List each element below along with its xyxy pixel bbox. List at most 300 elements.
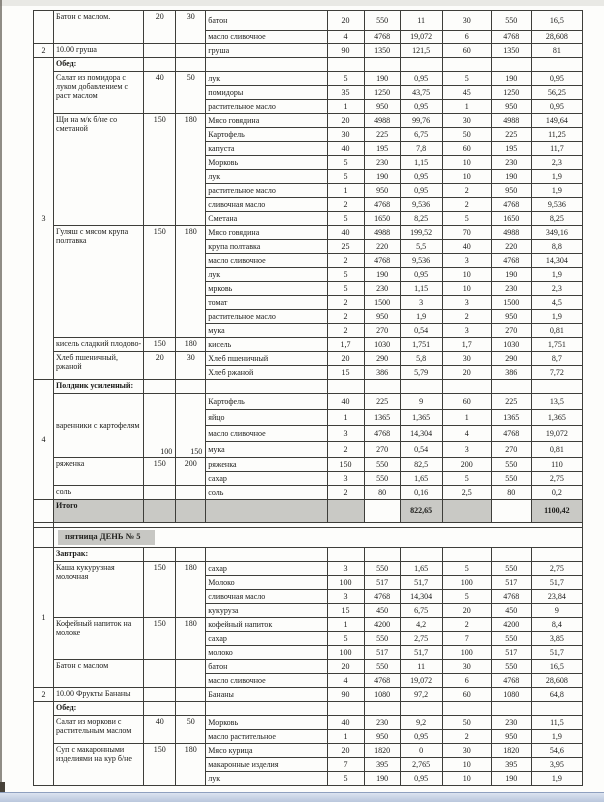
value-cell: 0,54 <box>400 324 442 338</box>
row-number-cell <box>34 702 54 786</box>
value-cell: 9,536 <box>400 254 442 268</box>
ingredient-cell <box>206 548 327 562</box>
weight2-cell: 180 <box>176 744 206 786</box>
weight1-cell <box>144 548 176 562</box>
weight2-cell: 180 <box>176 114 206 226</box>
value-cell: 0 <box>400 744 442 758</box>
value-cell <box>364 548 400 562</box>
value-cell: 550 <box>364 660 400 674</box>
value-cell: 1250 <box>364 86 400 100</box>
ingredient-cell <box>206 58 327 72</box>
value-cell: 7,8 <box>400 142 442 156</box>
ingredient-cell: растительное масло <box>206 310 327 324</box>
ingredient-cell <box>206 380 327 394</box>
value-cell: 1,751 <box>531 338 582 352</box>
value-cell: 56,25 <box>531 86 582 100</box>
ingredient-cell: Картофель <box>206 128 327 142</box>
value-cell <box>491 500 531 523</box>
weight1-cell: 20 <box>144 352 176 380</box>
value-cell: 270 <box>364 324 400 338</box>
value-cell: 230 <box>491 716 531 730</box>
value-cell: 1,7 <box>327 338 364 352</box>
value-cell: 5 <box>327 72 364 86</box>
weight1-cell: 150 <box>144 618 176 660</box>
value-cell: 230 <box>491 156 531 170</box>
value-cell: 19,072 <box>400 674 442 688</box>
value-cell: 7,72 <box>531 366 582 380</box>
value-cell: 4768 <box>491 590 531 604</box>
weight2-cell <box>176 44 206 58</box>
ingredient-cell: лук <box>206 268 327 282</box>
weight1-cell <box>144 702 176 716</box>
value-cell: 20 <box>442 604 491 618</box>
value-cell <box>531 58 582 72</box>
value-cell: 10 <box>442 282 491 296</box>
value-cell: 517 <box>491 576 531 590</box>
value-cell: 1 <box>327 100 364 114</box>
weight2-cell: 150 <box>176 394 206 458</box>
ingredient-cell: помидоры <box>206 86 327 100</box>
weight2-cell: 180 <box>176 226 206 338</box>
ingredient-cell: Молоко <box>206 576 327 590</box>
value-cell: 2 <box>442 198 491 212</box>
dish-cell: Салат из помидора с луком добавлением с раст маслом <box>54 72 144 114</box>
value-cell: 5 <box>442 72 491 86</box>
value-cell: 2,75 <box>531 472 582 486</box>
ingredient-cell: лук <box>206 772 327 786</box>
value-cell: 60 <box>442 44 491 58</box>
value-cell: 40 <box>327 142 364 156</box>
value-cell: 80 <box>491 486 531 500</box>
value-cell: 51,7 <box>531 576 582 590</box>
value-cell <box>491 548 531 562</box>
value-cell: 0,95 <box>531 100 582 114</box>
value-cell: 1,9 <box>400 310 442 324</box>
ingredient-cell: Морковь <box>206 716 327 730</box>
value-cell: 6,75 <box>400 128 442 142</box>
value-cell: 386 <box>491 366 531 380</box>
ingredient-cell: сахар <box>206 632 327 646</box>
value-cell: 190 <box>491 772 531 786</box>
ingredient-cell: Мясо говядина <box>206 114 327 128</box>
value-cell: 19,072 <box>400 31 442 44</box>
value-cell: 3 <box>442 324 491 338</box>
weight1-cell: 150 <box>144 338 176 352</box>
ingredient-cell: груша <box>206 44 327 58</box>
value-cell: 4,2 <box>400 618 442 632</box>
value-cell: 550 <box>491 660 531 674</box>
value-cell: 270 <box>491 442 531 458</box>
weight2-cell <box>176 702 206 716</box>
value-cell: 8,25 <box>531 212 582 226</box>
value-cell: 1365 <box>491 410 531 426</box>
value-cell: 11,25 <box>531 128 582 142</box>
ingredient-cell: Хлеб пшеничный <box>206 352 327 366</box>
value-cell: 2 <box>442 310 491 324</box>
value-cell <box>327 702 364 716</box>
value-cell: 290 <box>491 352 531 366</box>
value-cell: 1,751 <box>400 338 442 352</box>
value-cell: 822,65 <box>400 500 442 523</box>
value-cell: 2 <box>327 296 364 310</box>
value-cell: 1 <box>327 184 364 198</box>
value-cell: 200 <box>442 458 491 472</box>
value-cell: 950 <box>491 184 531 198</box>
table-row <box>34 72 583 86</box>
table-row <box>34 688 583 702</box>
weight1-cell <box>144 486 176 500</box>
value-cell: 550 <box>491 472 531 486</box>
value-cell: 3 <box>327 590 364 604</box>
ingredient-cell: Картофель <box>206 394 327 410</box>
ingredient-cell: батон <box>206 11 327 31</box>
day-label: пятница ДЕНЬ № 5 <box>58 530 155 545</box>
value-cell: 20 <box>327 11 364 31</box>
value-cell: 0,16 <box>400 486 442 500</box>
value-cell: 5 <box>327 632 364 646</box>
value-cell: 28,608 <box>531 674 582 688</box>
value-cell: 100 <box>442 576 491 590</box>
value-cell: 190 <box>364 170 400 184</box>
table-row <box>34 548 583 562</box>
value-cell: 1 <box>327 618 364 632</box>
value-cell: 349,16 <box>531 226 582 240</box>
dish-cell: Хлеб пшеничный, ржаной <box>54 352 144 380</box>
value-cell <box>442 548 491 562</box>
value-cell: 5 <box>442 212 491 226</box>
value-cell <box>327 58 364 72</box>
value-cell: 4768 <box>364 31 400 44</box>
weight2-cell: 180 <box>176 562 206 618</box>
row-number-cell: 3 <box>34 58 54 380</box>
dish-cell: Суп с макаронными изделиями на кур б/не <box>54 744 144 786</box>
value-cell: 4200 <box>491 618 531 632</box>
value-cell: 100 <box>327 576 364 590</box>
value-cell: 0,95 <box>400 772 442 786</box>
value-cell: 10 <box>442 268 491 282</box>
ingredient-cell: мука <box>206 324 327 338</box>
value-cell: 20 <box>327 352 364 366</box>
value-cell: 51,7 <box>531 646 582 660</box>
weight1-cell: 40 <box>144 72 176 114</box>
value-cell: 2,765 <box>400 758 442 772</box>
value-cell: 60 <box>442 394 491 410</box>
value-cell: 4,5 <box>531 296 582 310</box>
value-cell: 60 <box>442 142 491 156</box>
value-cell: 3 <box>442 296 491 310</box>
dish-cell: Каша кукурузная молочная <box>54 562 144 618</box>
row-number-cell <box>34 528 54 548</box>
value-cell: 4 <box>442 426 491 442</box>
value-cell: 190 <box>364 772 400 786</box>
ingredient-cell: ряженка <box>206 458 327 472</box>
value-cell <box>531 702 582 716</box>
value-cell: 0,95 <box>400 72 442 86</box>
dish-cell: 10.00 Фрукты Бананы <box>54 688 144 702</box>
ingredient-cell: мука <box>206 442 327 458</box>
value-cell: 190 <box>491 268 531 282</box>
value-cell: 225 <box>364 128 400 142</box>
value-cell: 97,2 <box>400 688 442 702</box>
value-cell: 1,65 <box>400 562 442 576</box>
value-cell: 230 <box>364 716 400 730</box>
value-cell: 550 <box>491 562 531 576</box>
value-cell: 4768 <box>491 674 531 688</box>
ingredient-cell: масло сливочное <box>206 426 327 442</box>
value-cell: 950 <box>364 184 400 198</box>
value-cell: 54,6 <box>531 744 582 758</box>
value-cell <box>364 702 400 716</box>
value-cell: 1,9 <box>531 730 582 744</box>
ingredient-cell: Морковь <box>206 156 327 170</box>
weight2-cell: 30 <box>176 11 206 44</box>
weight1-cell <box>144 660 176 688</box>
value-cell: 1,9 <box>531 170 582 184</box>
table-row <box>34 114 583 128</box>
dish-cell: соль <box>54 486 144 500</box>
table-row <box>34 226 583 240</box>
value-cell: 5,79 <box>400 366 442 380</box>
value-cell: 1500 <box>364 296 400 310</box>
value-cell: 40 <box>327 716 364 730</box>
value-cell: 4768 <box>364 674 400 688</box>
table-row <box>34 11 583 31</box>
value-cell: 4988 <box>491 114 531 128</box>
value-cell: 1 <box>327 410 364 426</box>
window-bottom-bar <box>0 792 604 802</box>
value-cell: 1,65 <box>400 472 442 486</box>
value-cell: 2 <box>327 442 364 458</box>
value-cell: 4988 <box>364 226 400 240</box>
value-cell: 550 <box>364 472 400 486</box>
value-cell: 1,9 <box>531 184 582 198</box>
value-cell: 2 <box>442 618 491 632</box>
value-cell: 10 <box>442 772 491 786</box>
table-row <box>34 338 583 352</box>
row-number-cell <box>34 500 54 523</box>
value-cell: 5,8 <box>400 352 442 366</box>
value-cell: 1650 <box>364 212 400 226</box>
value-cell: 230 <box>491 282 531 296</box>
value-cell: 20 <box>442 366 491 380</box>
value-cell: 190 <box>364 72 400 86</box>
value-cell: 190 <box>491 170 531 184</box>
dish-cell: Итого <box>54 500 144 523</box>
value-cell: 20 <box>327 114 364 128</box>
value-cell: 25 <box>327 240 364 254</box>
value-cell: 225 <box>364 394 400 410</box>
value-cell: 1,7 <box>442 338 491 352</box>
value-cell: 45 <box>442 86 491 100</box>
ingredient-cell: растительное масло <box>206 100 327 114</box>
value-cell: 2,75 <box>531 562 582 576</box>
scan-left-edge <box>0 0 2 802</box>
value-cell <box>327 500 364 523</box>
value-cell: 195 <box>491 142 531 156</box>
value-cell: 1820 <box>364 744 400 758</box>
value-cell: 35 <box>327 86 364 100</box>
value-cell: 110 <box>531 458 582 472</box>
value-cell: 550 <box>491 458 531 472</box>
value-cell: 1100,42 <box>531 500 582 523</box>
weight1-cell: 150 <box>144 562 176 618</box>
value-cell: 43,75 <box>400 86 442 100</box>
value-cell: 121,5 <box>400 44 442 58</box>
value-cell: 16,5 <box>531 11 582 31</box>
value-cell: 0,95 <box>400 730 442 744</box>
ingredient-cell: сахар <box>206 472 327 486</box>
value-cell: 517 <box>364 576 400 590</box>
value-cell: 11,5 <box>531 716 582 730</box>
value-cell: 1350 <box>491 44 531 58</box>
ingredient-cell: масло сливочное <box>206 31 327 44</box>
dish-cell: Завтрак: <box>54 548 144 562</box>
value-cell: 517 <box>364 646 400 660</box>
value-cell: 81 <box>531 44 582 58</box>
row-number-cell: 1 <box>34 548 54 688</box>
value-cell <box>364 58 400 72</box>
value-cell: 230 <box>364 282 400 296</box>
value-cell <box>442 58 491 72</box>
ingredient-cell: масло сливочное <box>206 674 327 688</box>
value-cell: 950 <box>491 310 531 324</box>
ingredient-cell: сахар <box>206 562 327 576</box>
value-cell: 2,3 <box>531 282 582 296</box>
value-cell: 550 <box>364 458 400 472</box>
value-cell: 220 <box>364 240 400 254</box>
value-cell: 225 <box>491 394 531 410</box>
value-cell: 9,2 <box>400 716 442 730</box>
day-header-row <box>34 528 583 548</box>
ingredient-cell: лук <box>206 170 327 184</box>
value-cell: 220 <box>491 240 531 254</box>
value-cell: 1,15 <box>400 282 442 296</box>
weight1-cell: 150 <box>144 114 176 226</box>
value-cell: 15 <box>327 366 364 380</box>
value-cell <box>491 380 531 394</box>
value-cell <box>442 380 491 394</box>
value-cell: 14,304 <box>400 590 442 604</box>
value-cell: 4768 <box>491 31 531 44</box>
value-cell: 4768 <box>364 426 400 442</box>
value-cell: 4768 <box>364 198 400 212</box>
value-cell: 5,5 <box>400 240 442 254</box>
value-cell: 950 <box>491 730 531 744</box>
value-cell <box>531 380 582 394</box>
ingredient-cell: молоко <box>206 646 327 660</box>
weight2-cell: 30 <box>176 352 206 380</box>
value-cell: 550 <box>491 11 531 31</box>
ingredient-cell: кисель <box>206 338 327 352</box>
value-cell: 4200 <box>364 618 400 632</box>
value-cell: 1,15 <box>400 156 442 170</box>
value-cell: 1080 <box>491 688 531 702</box>
weight2-cell <box>176 58 206 72</box>
value-cell <box>531 548 582 562</box>
value-cell: 195 <box>364 142 400 156</box>
value-cell: 14,304 <box>531 254 582 268</box>
weight2-cell: 50 <box>176 72 206 114</box>
value-cell: 7 <box>327 758 364 772</box>
value-cell: 16,5 <box>531 660 582 674</box>
table-row <box>34 716 583 730</box>
value-cell: 5 <box>442 590 491 604</box>
value-cell: 0,54 <box>400 442 442 458</box>
value-cell: 2,75 <box>400 632 442 646</box>
value-cell: 270 <box>491 324 531 338</box>
row-number-cell: 4 <box>34 380 54 500</box>
weight1-cell: 150 <box>144 744 176 786</box>
value-cell: 19,072 <box>531 426 582 442</box>
table-row <box>34 562 583 576</box>
value-cell: 0,95 <box>400 268 442 282</box>
value-cell <box>400 58 442 72</box>
value-cell: 20 <box>327 744 364 758</box>
value-cell: 0,2 <box>531 486 582 500</box>
value-cell: 190 <box>491 72 531 86</box>
value-cell: 2 <box>327 254 364 268</box>
value-cell: 1 <box>327 730 364 744</box>
weight2-cell <box>176 688 206 702</box>
ingredient-cell: соль <box>206 486 327 500</box>
value-cell: 4 <box>327 31 364 44</box>
value-cell: 9 <box>531 604 582 618</box>
value-cell: 230 <box>364 156 400 170</box>
dish-cell: варенники с картофелям <box>54 394 144 458</box>
value-cell: 4768 <box>491 254 531 268</box>
table-row <box>34 394 583 410</box>
weight1-cell <box>144 688 176 702</box>
dish-cell: Салат из моркови с растительным маслом <box>54 716 144 744</box>
value-cell: 4 <box>327 674 364 688</box>
value-cell: 270 <box>364 442 400 458</box>
dish-cell: Щи на м/к б/не со сметаной <box>54 114 144 226</box>
ingredient-cell: яйцо <box>206 410 327 426</box>
value-cell: 82,5 <box>400 458 442 472</box>
value-cell: 0,95 <box>400 100 442 114</box>
ingredient-cell: Бананы <box>206 688 327 702</box>
dish-cell: кисель сладкий плодово- <box>54 338 144 352</box>
weight2-cell <box>176 548 206 562</box>
value-cell: 90 <box>327 688 364 702</box>
value-cell: 50 <box>442 716 491 730</box>
value-cell: 100 <box>442 646 491 660</box>
ingredient-cell: Мясо говядина <box>206 226 327 240</box>
value-cell <box>400 702 442 716</box>
value-cell: 1030 <box>364 338 400 352</box>
value-cell: 0,95 <box>400 184 442 198</box>
value-cell: 1500 <box>491 296 531 310</box>
value-cell: 5 <box>327 170 364 184</box>
table-row <box>34 380 583 394</box>
value-cell: 4988 <box>491 226 531 240</box>
value-cell: 1250 <box>491 86 531 100</box>
value-cell: 9 <box>400 394 442 410</box>
ingredient-cell: капуста <box>206 142 327 156</box>
value-cell: 3,85 <box>531 632 582 646</box>
value-cell <box>442 500 491 523</box>
ingredient-cell: масло растительное <box>206 730 327 744</box>
value-cell: 30 <box>327 128 364 142</box>
ingredient-cell: макаронные изделия <box>206 758 327 772</box>
value-cell: 51,7 <box>400 576 442 590</box>
value-cell: 23,84 <box>531 590 582 604</box>
value-cell: 4988 <box>364 114 400 128</box>
weight2-cell: 50 <box>176 716 206 744</box>
value-cell: 5 <box>327 282 364 296</box>
value-cell: 7 <box>442 632 491 646</box>
weight2-cell <box>176 500 206 523</box>
